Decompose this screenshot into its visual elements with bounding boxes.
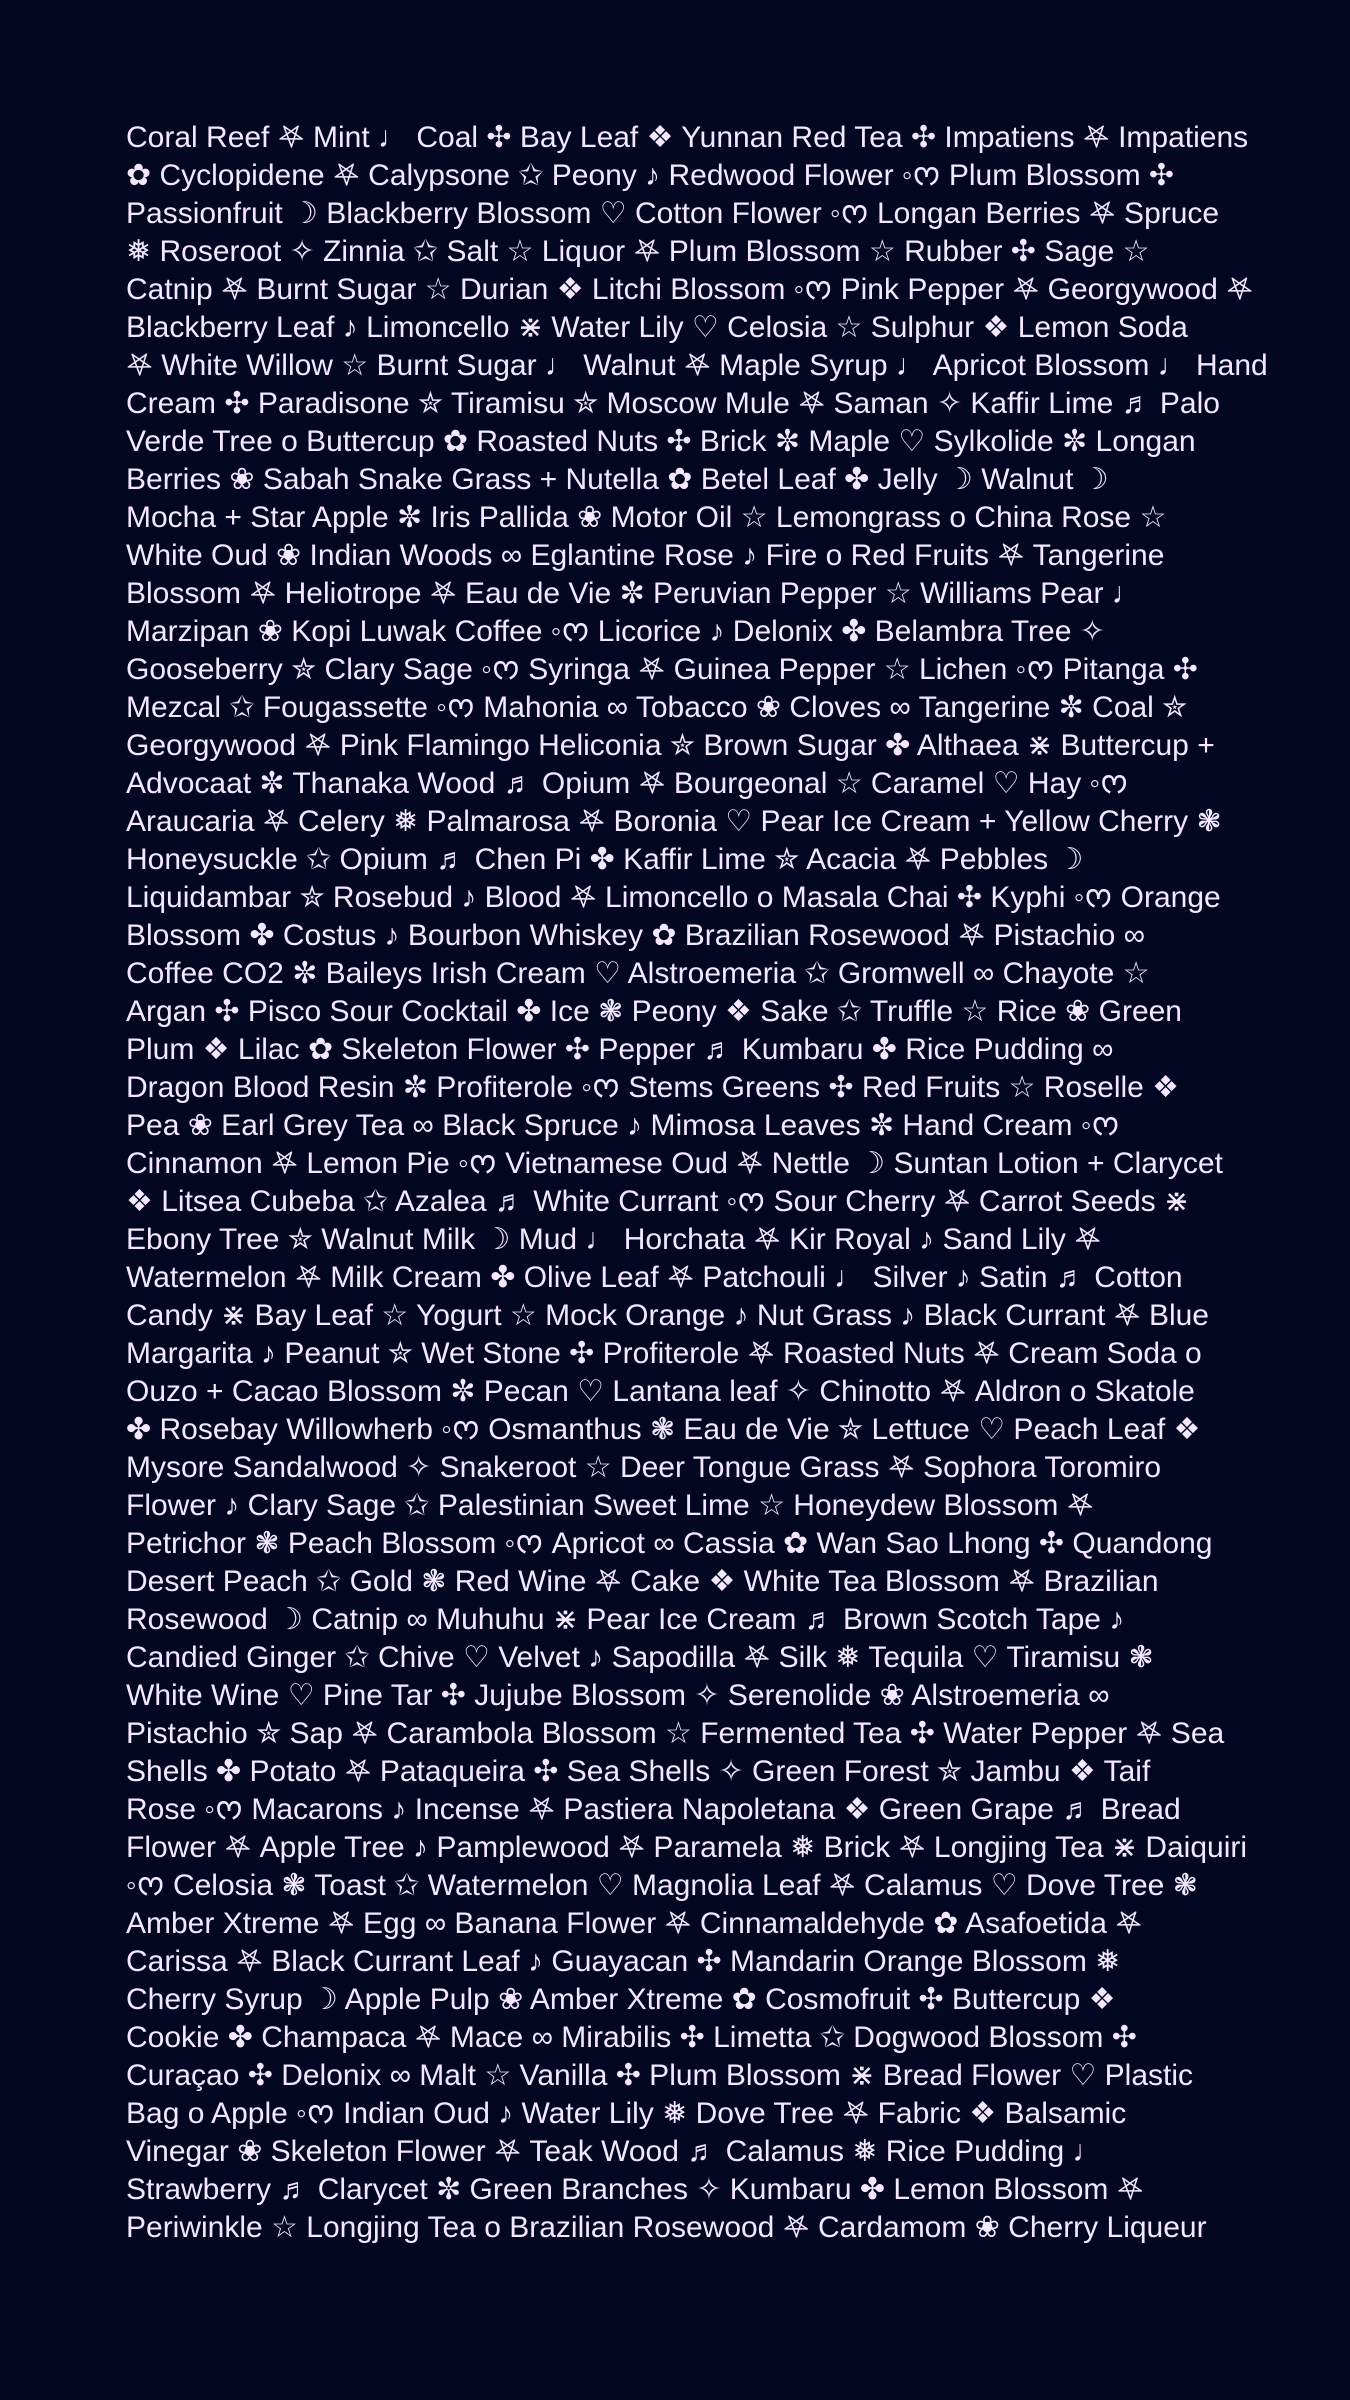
text-line: Coffee CO2 ✼ Baileys Irish Cream ♡ Alstroemeria ✩ Gromwell ∞ Chayote ☆ — [126, 957, 1150, 990]
text-line: ◦ᰔ Celosia ❃ Toast ✩ Watermelon ♡ Magnolia Leaf 𖤐 Calamus ♡ Dove Tree ❃ — [126, 1869, 1198, 1902]
text-line: Watermelon 𖤐 Milk Cream ✤ Olive Leaf 𖤐 Patchouli ♩ Silver ♪ Satin ♬ Cotton — [126, 1261, 1183, 1294]
text-line: Candy ⋇ Bay Leaf ☆ Yogurt ☆ Mock Orange ♪ Nut Grass ♪ Black Currant 𖤐 Blue — [126, 1299, 1209, 1332]
text-line: ❖ Litsea Cubeba ✩ Azalea ♬ White Currant ◦ᰔ Sour Cherry 𖤐 Carrot Seeds ⋇ — [126, 1185, 1190, 1218]
text-line: Cinnamon 𖤐 Lemon Pie ◦ᰔ Vietnamese Oud 𖤐 Nettle ☽ Suntan Lotion + Clarycet — [126, 1147, 1223, 1180]
text-line: Periwinkle ☆ Longjing Tea o Brazilian Rosewood 𖤐 Cardamom ❀ Cherry Liqueur — [126, 2211, 1207, 2244]
text-line: ❅ Roseroot ✧ Zinnia ✩ Salt ☆ Liquor 𖤐 Plum Blossom ☆ Rubber ✣ Sage ☆ — [126, 235, 1150, 268]
text-line: Marzipan ❀ Kopi Luwak Coffee ◦ᰔ Licorice ♪ Delonix ✤ Belambra Tree ✧ — [126, 615, 1105, 648]
text-line: Rosewood ☽ Catnip ∞ Muhuhu ⋇ Pear Ice Cream ♬ Brown Scotch Tape ♪ — [126, 1603, 1125, 1636]
text-line: Desert Peach ✩ Gold ❃ Red Wine 𖤐 Cake ❖ White Tea Blossom 𖤐 Brazilian — [126, 1565, 1159, 1598]
text-line: Mezcal ✩ Fougassette ◦ᰔ Mahonia ∞ Tobacco ❀ Cloves ∞ Tangerine ✼ Coal ✮ — [126, 691, 1188, 724]
text-line: Margarita ♪ Peanut ✮ Wet Stone ✣ Profiterole 𖤐 Roasted Nuts 𖤐 Cream Soda o — [126, 1337, 1202, 1370]
text-line: Bag o Apple ◦ᰔ Indian Oud ♪ Water Lily ❅ Dove Tree 𖤐 Fabric ❖ Balsamic — [126, 2097, 1127, 2130]
text-line: Petrichor ❃ Peach Blossom ◦ᰔ Apricot ∞ Cassia ✿ Wan Sao Lhong ✣ Quandong — [126, 1527, 1213, 1560]
text-line: Plum ❖ Lilac ✿ Skeleton Flower ✣ Pepper ♬ Kumbaru ✤ Rice Pudding ∞ — [126, 1033, 1114, 1066]
text-line: Cherry Syrup ☽ Apple Pulp ❀ Amber Xtreme ✿ Cosmofruit ✣ Buttercup ❖ — [126, 1983, 1116, 2016]
text-line: Catnip 𖤐 Burnt Sugar ☆ Durian ❖ Litchi Blossom ◦ᰔ Pink Pepper 𖤐 Georgywood 𖤐 — [126, 273, 1254, 306]
text-line: Flower ♪ Clary Sage ✩ Palestinian Sweet Lime ☆ Honeydew Blossom 𖤐 — [126, 1489, 1094, 1522]
text-line: Georgywood 𖤐 Pink Flamingo Heliconia ✮ Brown Sugar ✤ Althaea ⋇ Buttercup + — [126, 729, 1215, 762]
text-line: Candied Ginger ✩ Chive ♡ Velvet ♪ Sapodilla 𖤐 Silk ❅ Tequila ♡ Tiramisu ❃ — [126, 1641, 1154, 1674]
text-line: Blossom ✤ Costus ♪ Bourbon Whiskey ✿ Brazilian Rosewood 𖤐 Pistachio ∞ — [126, 919, 1145, 952]
text-line: Cookie ✤ Champaca 𖤐 Mace ∞ Mirabilis ✣ Limetta ✩ Dogwood Blossom ✣ — [126, 2021, 1137, 2054]
text-line: Gooseberry ✮ Clary Sage ◦ᰔ Syringa 𖤐 Guinea Pepper ☆ Lichen ◦ᰔ Pitanga ✣ — [126, 653, 1198, 686]
text-line: Pistachio ✮ Sap 𖤐 Carambola Blossom ☆ Fermented Tea ✣ Water Pepper 𖤐 Sea — [126, 1717, 1225, 1750]
text-line: Carissa 𖤐 Black Currant Leaf ♪ Guayacan ✣ Mandarin Orange Blossom ❅ — [126, 1945, 1121, 1978]
text-line: Blossom 𖤐 Heliotrope 𖤐 Eau de Vie ✼ Peruvian Pepper ☆ Williams Pear ♩ — [126, 577, 1142, 610]
text-line: Liquidambar ✮ Rosebud ♪ Blood 𖤐 Limoncello o Masala Chai ✣ Kyphi ◦ᰔ Orange — [126, 881, 1221, 914]
text-line: Pea ❀ Earl Grey Tea ∞ Black Spruce ♪ Mimosa Leaves ✼ Hand Cream ◦ᰔ — [126, 1109, 1120, 1142]
text-line: Coral Reef 𖤐 Mint ♩ Coal ✣ Bay Leaf ❖ Yunnan Red Tea ✣ Impatiens 𖤐 Impatiens — [126, 121, 1249, 154]
text-line: Cream ✣ Paradisone ✮ Tiramisu ✮ Moscow Mule 𖤐 Saman ✧ Kaffir Lime ♬ Palo — [126, 387, 1220, 420]
text-line: Dragon Blood Resin ✼ Profiterole ◦ᰔ Stems Greens ✣ Red Fruits ☆ Roselle ❖ — [126, 1071, 1180, 1104]
text-line: Mocha + Star Apple ✼ Iris Pallida ❀ Motor Oil ☆ Lemongrass o China Rose ☆ — [126, 501, 1167, 534]
text-line: 𖤐 White Willow ☆ Burnt Sugar ♩ Walnut 𖤐 Maple Syrup ♩ Apricot Blossom ♩ Hand — [126, 349, 1268, 382]
text-line: Berries ❀ Sabah Snake Grass + Nutella ✿ Betel Leaf ✤ Jelly ☽ Walnut ☽ — [126, 463, 1109, 496]
text-line: Passionfruit ☽ Blackberry Blossom ♡ Cotton Flower ◦ᰔ Longan Berries 𖤐 Spruce — [126, 197, 1220, 230]
text-line: Amber Xtreme 𖤐 Egg ∞ Banana Flower 𖤐 Cinnamaldehyde ✿ Asafoetida 𖤐 — [126, 1907, 1143, 1940]
text-line: Ouzo + Cacao Blossom ✼ Pecan ♡ Lantana leaf ✧ Chinotto 𖤐 Aldron o Skatole — [126, 1375, 1195, 1408]
text-line: Rose ◦ᰔ Macarons ♪ Incense 𖤐 Pastiera Napoletana ❖ Green Grape ♬ Bread — [126, 1793, 1181, 1826]
text-line: Araucaria 𖤐 Celery ❅ Palmarosa 𖤐 Boronia ♡ Pear Ice Cream + Yellow Cherry ❃ — [126, 805, 1222, 838]
text-line: Ebony Tree ✮ Walnut Milk ☽ Mud ♩ Horchata 𖤐 Kir Royal ♪ Sand Lily 𖤐 — [126, 1223, 1102, 1256]
text-line: Shells ✤ Potato 𖤐 Pataqueira ✣ Sea Shells ✧ Green Forest ✮ Jambu ❖ Taif — [126, 1755, 1151, 1788]
text-line: Honeysuckle ✩ Opium ♬ Chen Pi ✤ Kaffir Lime ✮ Acacia 𖤐 Pebbles ☽ — [126, 843, 1084, 876]
text-line: Strawberry ♬ Clarycet ✼ Green Branches ✧ Kumbaru ✤ Lemon Blossom 𖤐 — [126, 2173, 1144, 2206]
text-line: Vinegar ❀ Skeleton Flower 𖤐 Teak Wood ♬ Calamus ❅ Rice Pudding ♩ — [126, 2135, 1103, 2168]
text-line: White Wine ♡ Pine Tar ✣ Jujube Blossom ✧ Serenolide ❀ Alstroemeria ∞ — [126, 1679, 1110, 1712]
text-line: White Oud ❀ Indian Woods ∞ Eglantine Rose ♪ Fire o Red Fruits 𖤐 Tangerine — [126, 539, 1165, 572]
scent-notes-paragraph — [126, 119, 1268, 2247]
text-line: Argan ✣ Pisco Sour Cocktail ✤ Ice ❃ Peony ❖ Sake ✩ Truffle ☆ Rice ❀ Green — [126, 995, 1182, 1028]
text-line: Blackberry Leaf ♪ Limoncello ⋇ Water Lily ♡ Celosia ☆ Sulphur ❖ Lemon Soda — [126, 311, 1188, 344]
text-line: Flower 𖤐 Apple Tree ♪ Pamplewood 𖤐 Paramela ❅ Brick 𖤐 Longjing Tea ⋇ Daiquiri — [126, 1831, 1248, 1864]
text-line: Advocaat ✼ Thanaka Wood ♬ Opium 𖤐 Bourgeonal ☆ Caramel ♡ Hay ◦ᰔ — [126, 767, 1129, 800]
text-line: ✤ Rosebay Willowherb ◦ᰔ Osmanthus ❃ Eau de Vie ✮ Lettuce ♡ Peach Leaf ❖ — [126, 1413, 1201, 1446]
text-line: Mysore Sandalwood ✧ Snakeroot ☆ Deer Tongue Grass 𖤐 Sophora Toromiro — [126, 1451, 1162, 1484]
text-line: Verde Tree o Buttercup ✿ Roasted Nuts ✣ Brick ✼ Maple ♡ Sylkolide ✼ Longan — [126, 425, 1196, 458]
text-line: ✿ Cyclopidene 𖤐 Calypsone ✩ Peony ♪ Redwood Flower ◦ᰔ Plum Blossom ✣ — [126, 159, 1175, 192]
text-line: Curaçao ✣ Delonix ∞ Malt ☆ Vanilla ✣ Plum Blossom ⋇ Bread Flower ♡ Plastic — [126, 2059, 1194, 2092]
